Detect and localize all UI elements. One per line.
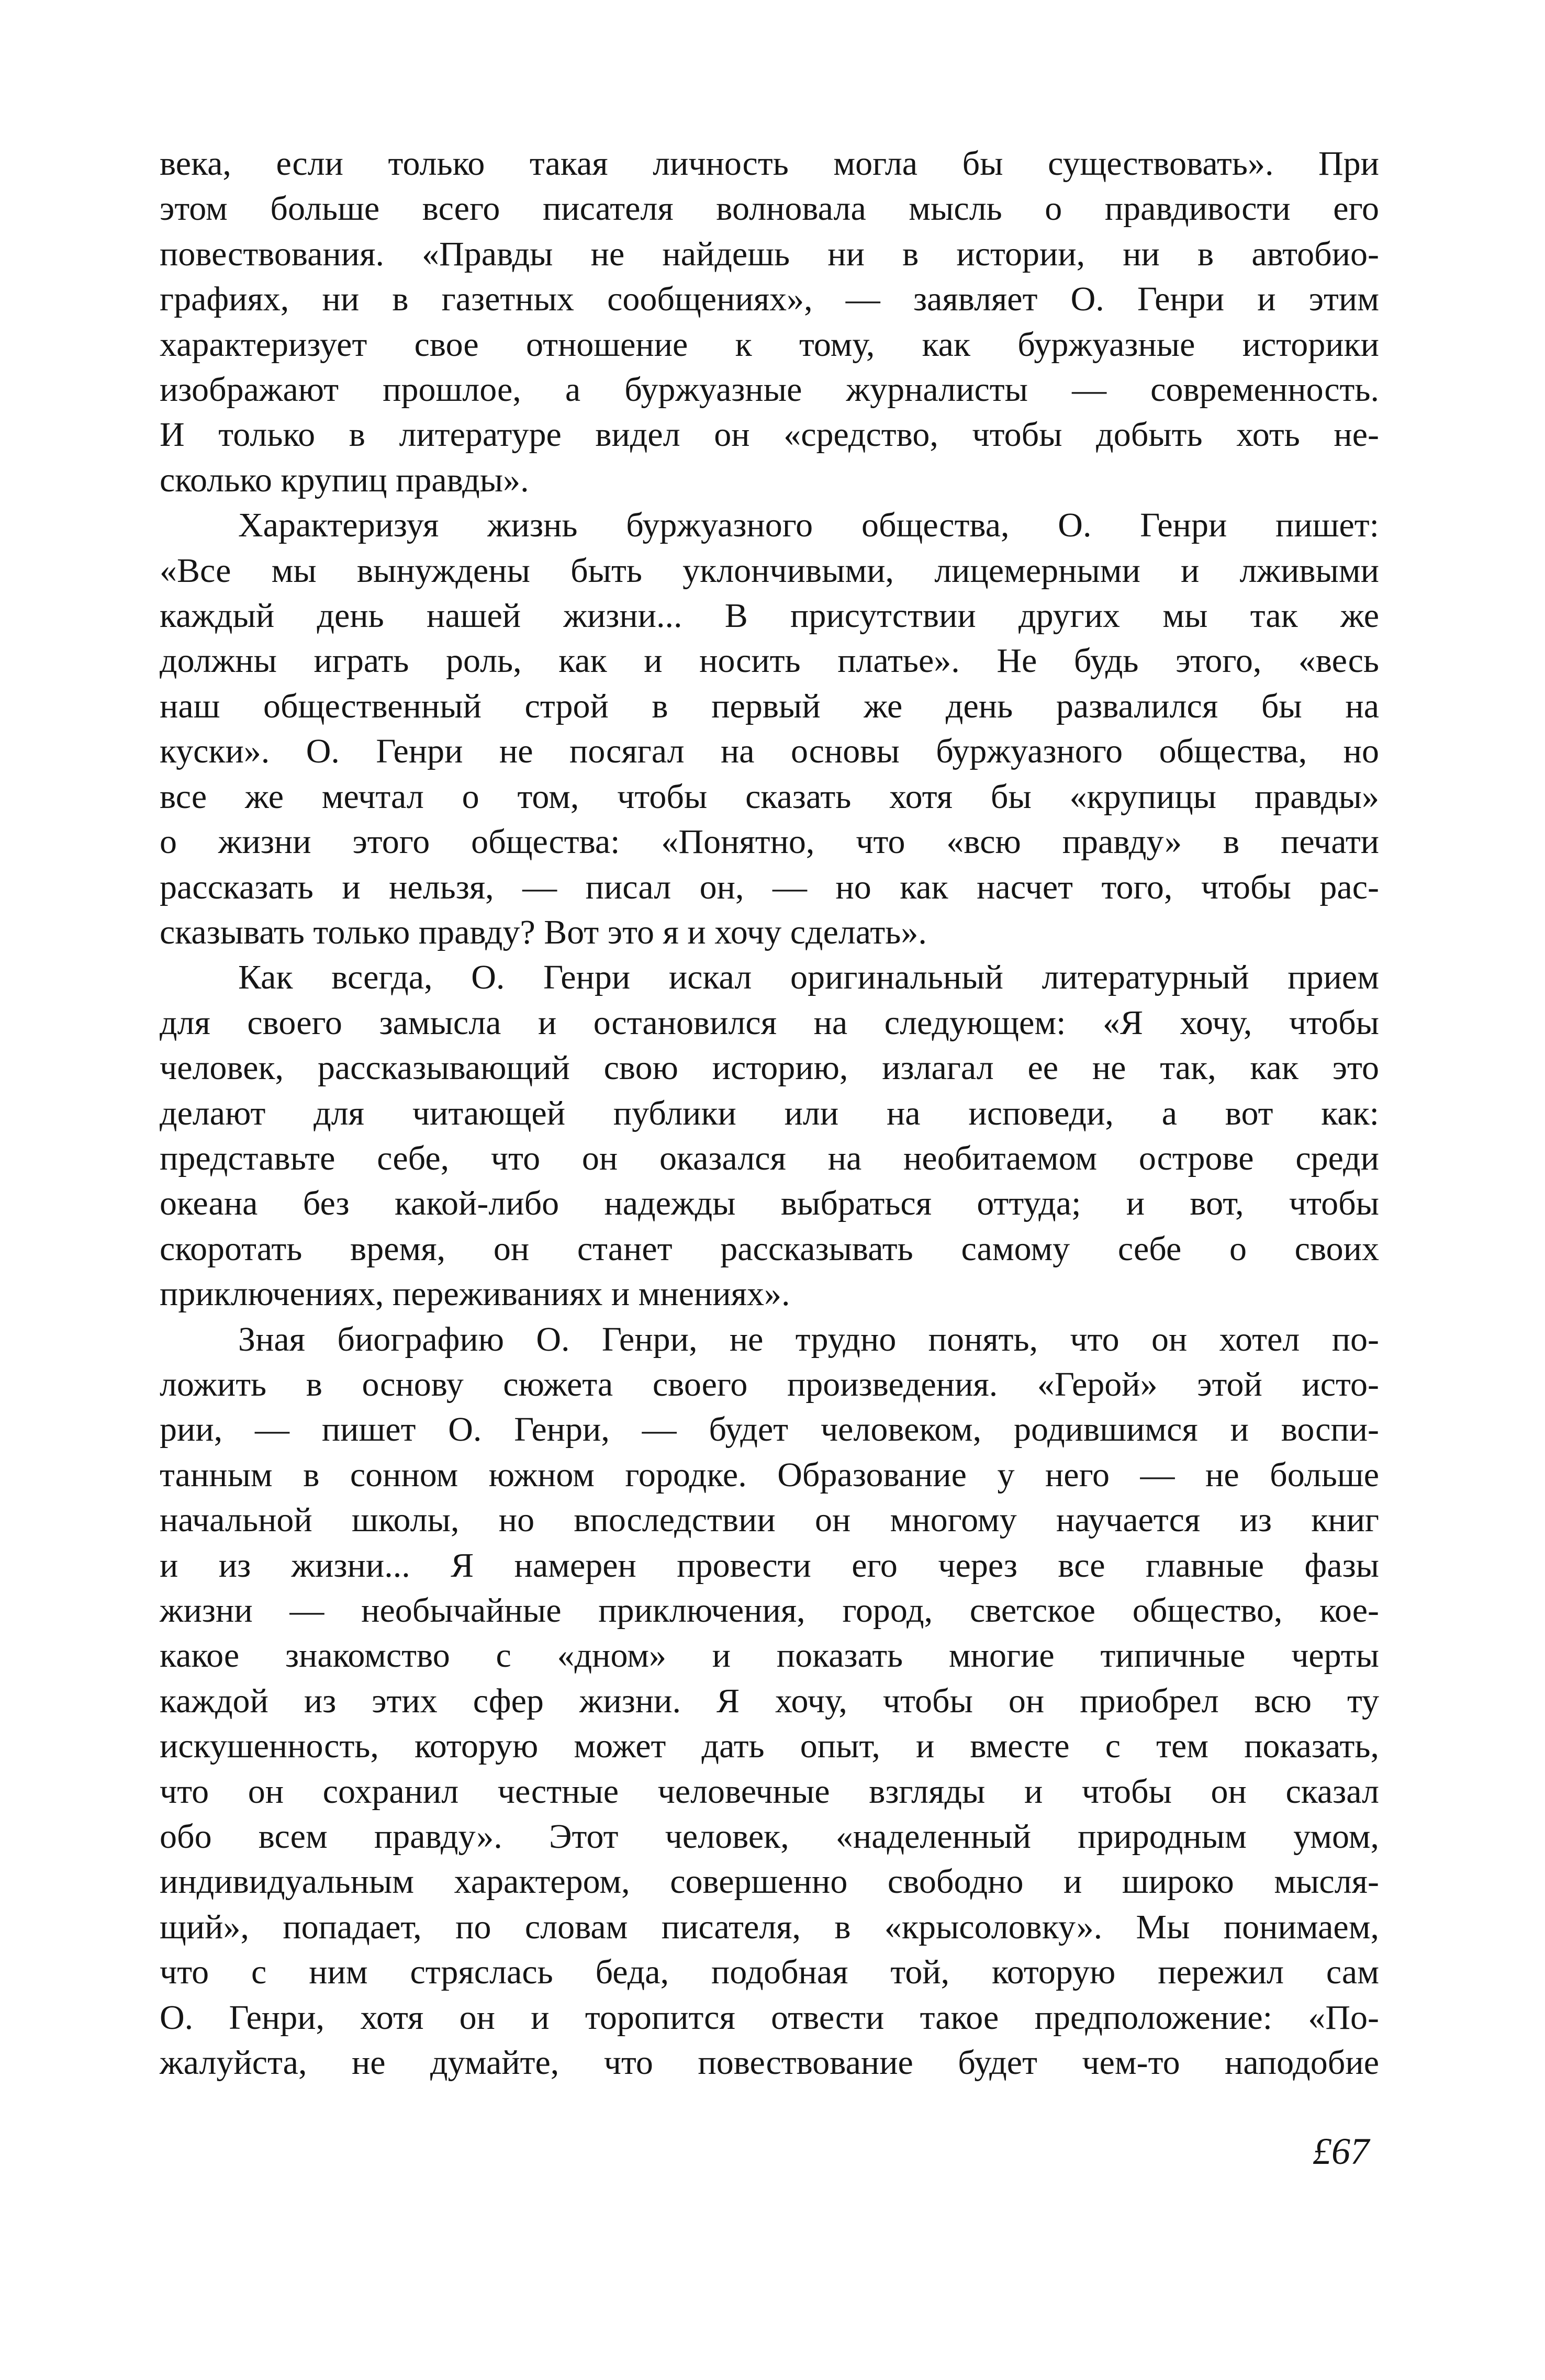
paragraph-3	[160, 955, 1379, 1317]
text-line: делают для читающей публики или на исповеди, а вот как:	[160, 1094, 1379, 1132]
text-line: куски». О. Генри не посягал на основы буржуазного общества, но	[160, 732, 1379, 771]
text-line: рассказать и нельзя, — писал он, — но как насчет того, чтобы рас-	[160, 868, 1379, 906]
text-line: Как всегда, О. Генри искал оригинальный литературный прием	[238, 958, 1379, 997]
text-line: искушенность, которую может дать опыт, и вместе с тем показать,	[160, 1727, 1379, 1766]
text-line: щий», попадает, по словам писателя, в «крысоловку». Мы понимаем,	[160, 1907, 1379, 1946]
text-line: графиях, ни в газетных сообщениях», — заявляет О. Генри и этим	[160, 280, 1379, 319]
text-line: что он сохранил честные человечные взгляды и чтобы он сказал	[160, 1772, 1379, 1811]
paragraph-1	[160, 141, 1379, 503]
text-line: Характеризуя жизнь буржуазного общества, О. Генри пишет:	[238, 506, 1379, 545]
page-number: £67	[1313, 2130, 1369, 2172]
text-line: Зная биографию О. Генри, не трудно понять, что он хотел по-	[238, 1320, 1379, 1359]
text-line: ложить в основу сюжета своего произведения. «Герой» этой исто-	[160, 1365, 1379, 1404]
text-line: какое знакомство с «дном» и показать многие типичные черты	[160, 1636, 1379, 1675]
text-line: сколько крупиц правды».	[160, 461, 529, 499]
paragraph-4	[160, 1317, 1379, 2086]
text-line: «Все мы вынуждены быть уклончивыми, лицемерными и лживыми	[160, 551, 1379, 590]
text-line: сказывать только правду? Вот это я и хочу сделать».	[160, 913, 927, 951]
text-line: начальной школы, но впоследствии он многому научается из книг	[160, 1501, 1379, 1540]
text-line: характеризует свое отношение к тому, как буржуазные историки	[160, 325, 1379, 364]
text-line: представьте себе, что он оказался на необитаемом острове среди	[160, 1139, 1379, 1177]
text-line: для своего замысла и остановился на следующем: «Я хочу, чтобы	[160, 1003, 1379, 1042]
text-line: приключениях, переживаниях и мнениях».	[160, 1275, 790, 1314]
text-line: И только в литературе видел он «средство, чтобы добыть хоть не-	[160, 416, 1379, 454]
text-line: повествования. «Правды не найдешь ни в истории, ни в автобио-	[160, 234, 1379, 273]
document-page	[160, 141, 1379, 2130]
text-line: каждый день нашей жизни... В присутствии других мы так же	[160, 597, 1379, 635]
text-line: О. Генри, хотя он и торопится отвести такое предположение: «По-	[160, 1998, 1379, 2037]
text-line: должны играть роль, как и носить платье». Не будь этого, «весь	[160, 642, 1379, 680]
text-line: жизни — необычайные приключения, город, светское общество, кое-	[160, 1591, 1379, 1630]
text-line: человек, рассказывающий свою историю, излагал ее не так, как это	[160, 1049, 1379, 1087]
text-line: рии, — пишет О. Генри, — будет человеком, родившимся и воспи-	[160, 1410, 1379, 1449]
text-line: изображают прошлое, а буржуазные журналисты — современность.	[160, 371, 1379, 409]
text-line: жалуйста, не думайте, что повествование будет чем-то наподобие	[160, 2044, 1379, 2082]
text-line: все же мечтал о том, чтобы сказать хотя бы «крупицы правды»	[160, 777, 1379, 816]
text-line: индивидуальным характером, совершенно свободно и широко мысля-	[160, 1862, 1379, 1901]
text-line: и из жизни... Я намерен провести его через все главные фазы	[160, 1546, 1379, 1585]
text-line: о жизни этого общества: «Понятно, что «всю правду» в печати	[160, 823, 1379, 861]
text-line: каждой из этих сфер жизни. Я хочу, чтобы он приобрел всю ту	[160, 1681, 1379, 1720]
text-line: что с ним стряслась беда, подобная той, которую пережил сам	[160, 1953, 1379, 1992]
text-line: этом больше всего писателя волновала мысль о правдивости его	[160, 189, 1379, 228]
text-line: океана без какой-либо надежды выбраться оттуда; и вот, чтобы	[160, 1184, 1379, 1223]
text-line: обо всем правду». Этот человек, «наделенный природным умом,	[160, 1817, 1379, 1856]
paragraph-2	[160, 503, 1379, 955]
text-line: танным в сонном южном городке. Образование у него — не больше	[160, 1455, 1379, 1494]
text-line: наш общественный строй в первый же день развалился бы на	[160, 687, 1379, 725]
text-line: скоротать время, он станет рассказывать самому себе о своих	[160, 1229, 1379, 1268]
text-line: века, если только такая личность могла бы существовать». При	[160, 144, 1379, 183]
